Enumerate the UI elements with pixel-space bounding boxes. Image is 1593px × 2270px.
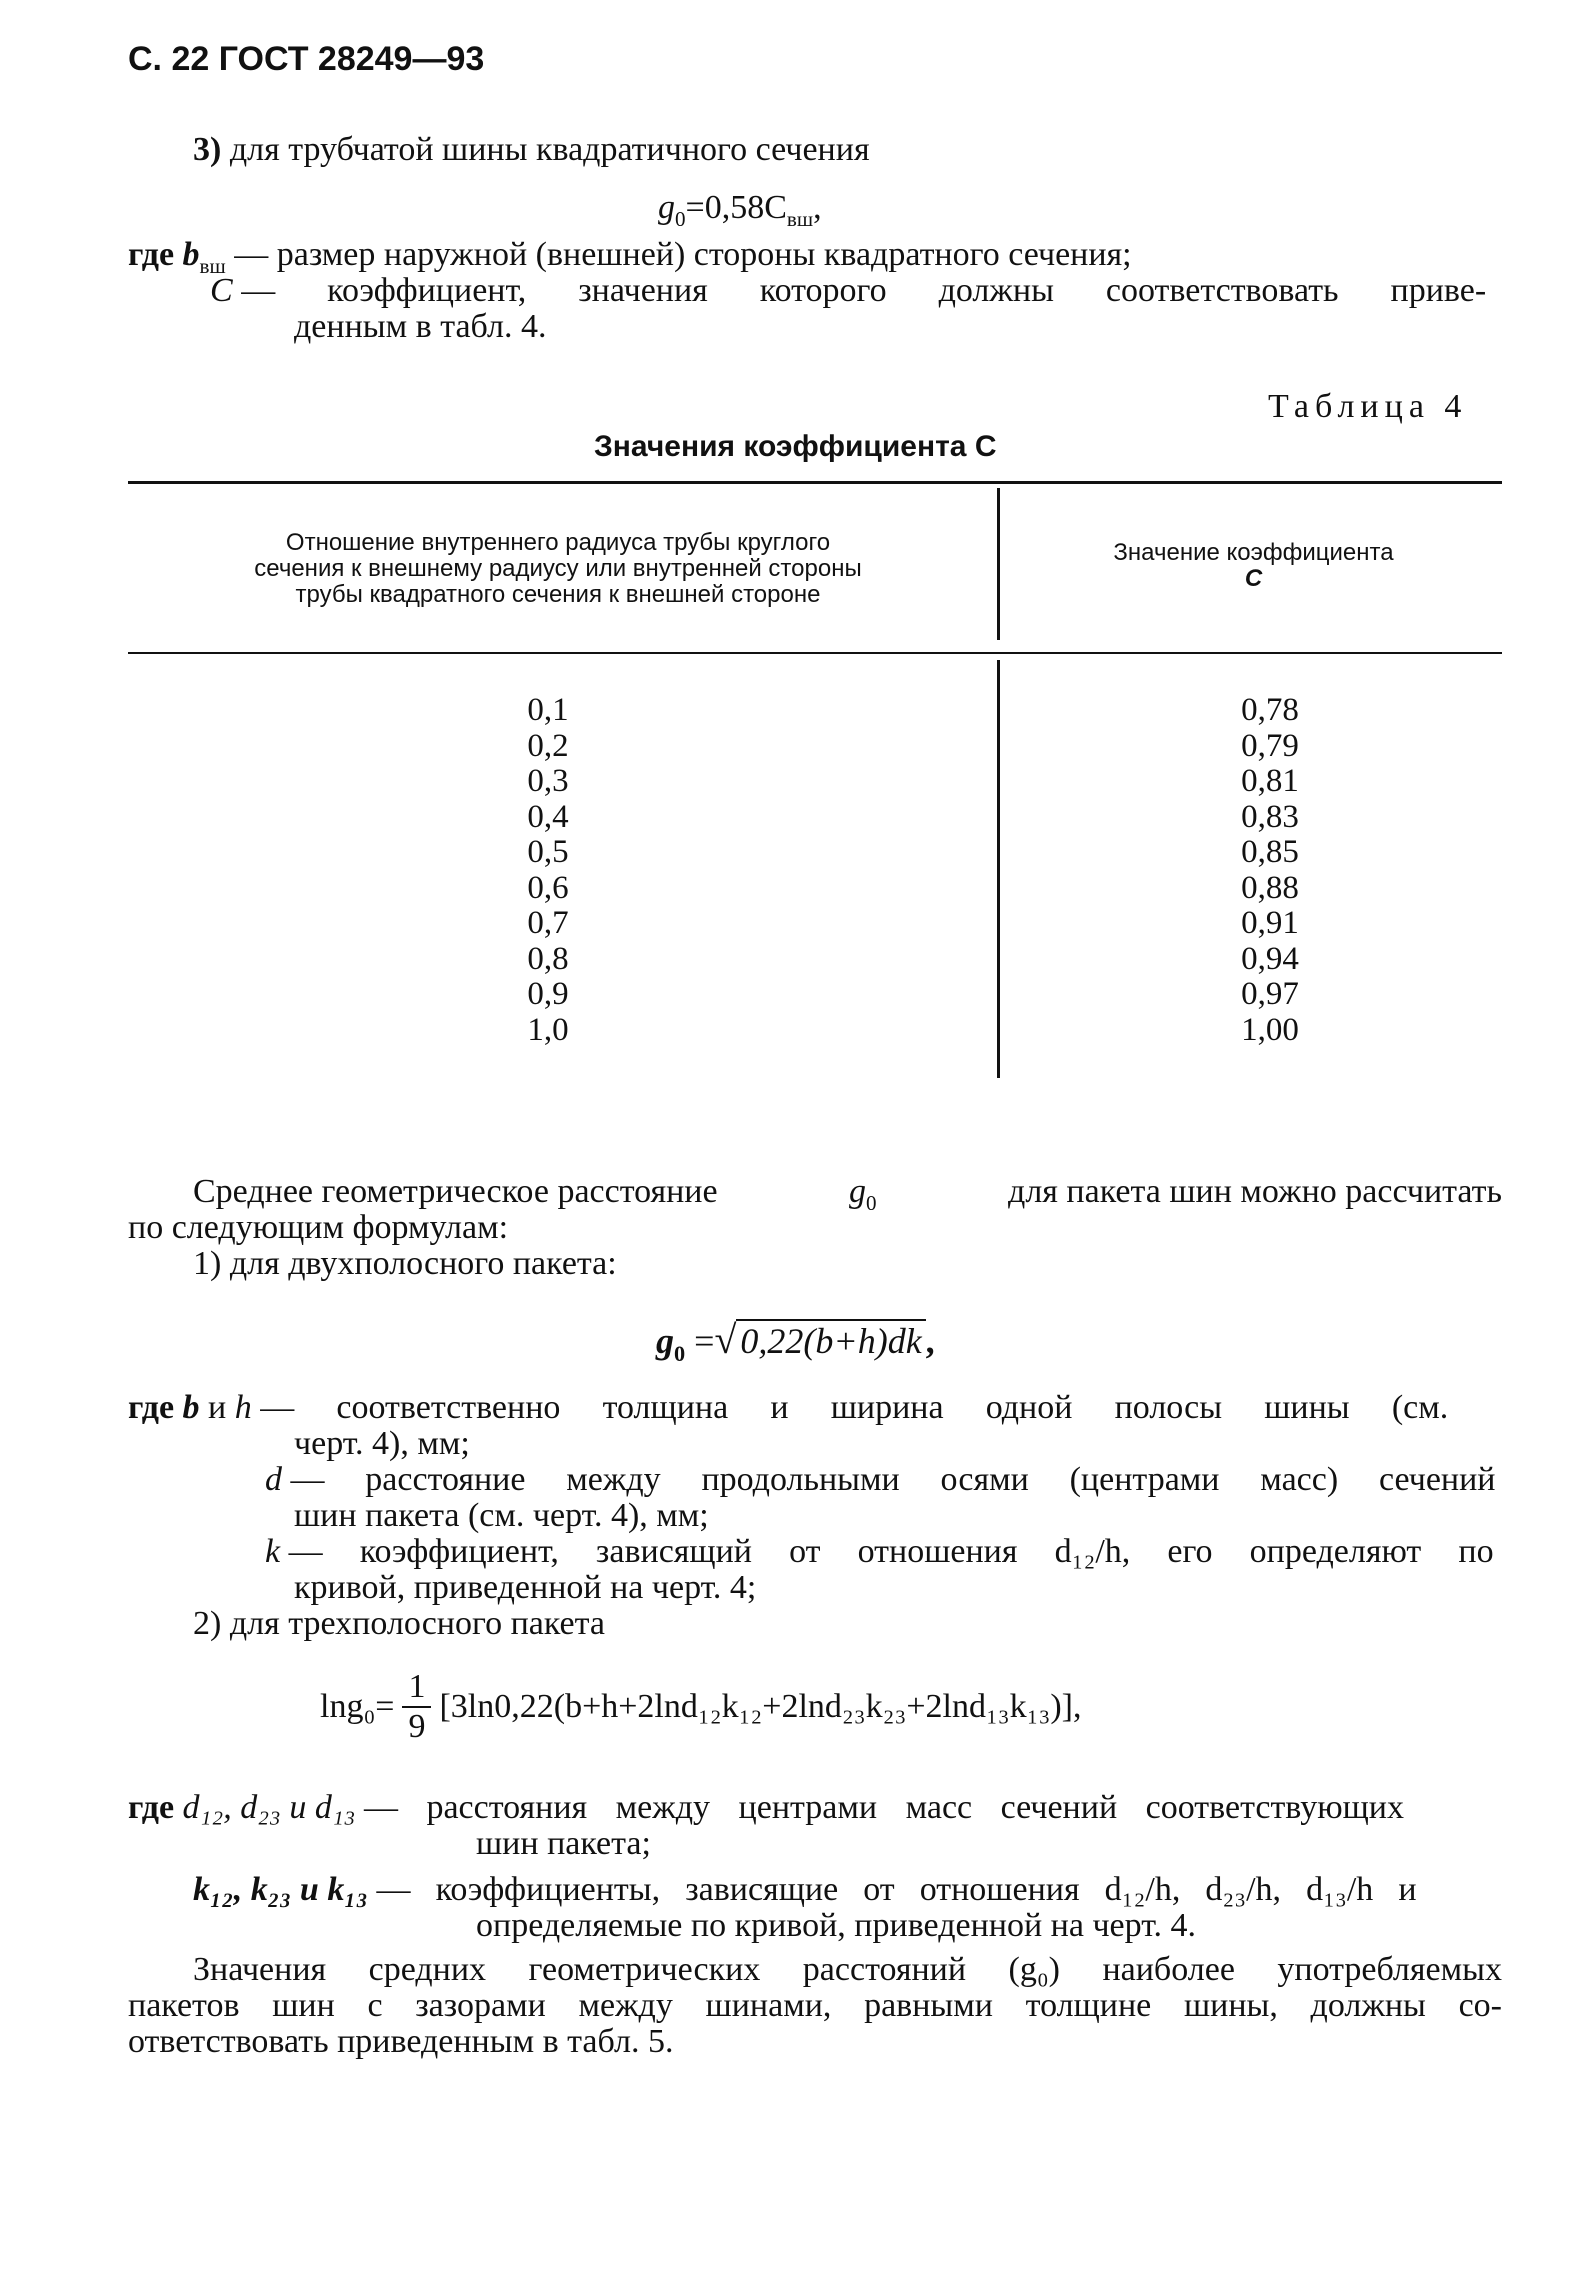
formula-2-eq: = <box>694 1321 715 1361</box>
formula-2-radicand: 0,22(b+h)dk <box>736 1319 925 1361</box>
formula-3-numerator: 1 <box>402 1668 431 1708</box>
col2-header-line1: Значение коэффициента <box>1113 539 1394 566</box>
formula-1-end: , <box>813 189 822 226</box>
def3-symbols-k: k₁₂, k₂₃ и k₁₃ <box>193 1871 369 1908</box>
table-cell-col2_values: 0,78 <box>1241 692 1299 728</box>
where-label-3: где <box>128 1789 175 1826</box>
formula-2 <box>656 1317 935 1374</box>
def1-symbol-c: C <box>210 272 233 309</box>
table-cell-col2_values: 0,91 <box>1241 905 1299 941</box>
table-cell-col2_values: 0,94 <box>1241 940 1299 977</box>
table-col2-values <box>1210 693 1330 1048</box>
formula-2-lhs-sub: 0 <box>674 1341 686 1367</box>
def1-symbol-b-sub: вш <box>199 253 226 278</box>
def1-desc-c-line2: денным в табл. 4. <box>294 308 547 345</box>
table-cell-col1_values: 0,1 <box>527 692 569 728</box>
table-top-rule <box>128 481 1502 484</box>
formula-1-rhs: =0,58C <box>685 189 787 226</box>
def2-symbol-d: d <box>265 1461 282 1498</box>
table-cell-col1_values: 0,6 <box>527 869 569 906</box>
table-cell-col1_values: 0,8 <box>527 940 569 977</box>
table-col1-header <box>128 530 988 608</box>
table-cell-col2_values: 0,81 <box>1241 763 1299 799</box>
para1-symbol-g: g <box>849 1173 867 1210</box>
def2-desc-k-line2: кривой, приведенной на черт. 4; <box>294 1569 757 1606</box>
table-title: Значения коэффициента С <box>594 430 997 463</box>
table-cell-col2_values: 0,88 <box>1241 869 1299 906</box>
table-cell-col1_values: 0,2 <box>527 727 569 764</box>
where-label-2: где <box>128 1389 175 1426</box>
table-cell-col1_values: 0,7 <box>527 905 569 941</box>
def3-desc-k-line1: — коэффициенты, зависящие от отношения d₁₂/h, d₂₃/h, d₁₃/h и <box>376 1871 1417 1908</box>
para2-line1: Значения средних геометрических расстояний (g₀) наиболее употребляемых <box>193 1951 1502 1988</box>
table-cell-col1_values: 0,5 <box>527 834 569 870</box>
table-cell-col1_values: 0,3 <box>527 763 569 799</box>
formula-2-end: , <box>925 1321 935 1361</box>
col2-header-line2: C <box>1244 565 1263 592</box>
def2-line1 <box>128 1388 1502 1428</box>
formula-3-denominator: 9 <box>408 1708 426 1745</box>
table-cell-col1_values: 0,9 <box>527 976 569 1012</box>
col1-header-line1: Отношение внутреннего радиуса трубы круглого <box>285 529 831 556</box>
def1-line2 <box>210 271 1502 311</box>
table-cell-col2_values: 0,97 <box>1241 976 1299 1012</box>
def2-line3 <box>265 1460 1496 1500</box>
def2-symbol-b: b <box>182 1389 200 1426</box>
def2-symbol-h: h <box>234 1389 252 1426</box>
table-header-rule <box>128 652 1502 654</box>
col1-header-line2: сечения к внешнему радиусу или внутренней стороны <box>254 555 862 582</box>
item-3-number: 3) <box>193 131 222 168</box>
table-cell-col2_values: 0,79 <box>1241 727 1299 764</box>
table-cell-col2_values: 0,85 <box>1241 834 1299 870</box>
item-2: 2) для трехполосного пакета <box>193 1605 606 1642</box>
def3-line1 <box>128 1788 1404 1828</box>
para2-line2: пакетов шин с зазорами между шинами, равными толщине шины, должны со- <box>128 1987 1502 2024</box>
table-cell-col1_values: 0,4 <box>527 798 569 835</box>
def1-desc-b: — размер наружной (внешней) стороны квадратного сечения; <box>234 236 1132 273</box>
formula-1 <box>658 188 822 239</box>
formula-1-lhs-sub: 0 <box>675 206 686 231</box>
def2-desc-k-line1: — коэффициент, зависящий от отношения d₁₂/h, его определяют по <box>288 1533 1494 1570</box>
col1-header-line3: трубы квадратного сечения к внешней стороне <box>295 581 821 608</box>
def3-symbols-d: d₁₂, d₂₃ и d₁₃ <box>182 1789 356 1826</box>
table-cell-col2_values: 1,00 <box>1241 1011 1299 1048</box>
table-col2-header <box>1005 540 1502 592</box>
def2-symbol-k: k <box>265 1533 281 1570</box>
formula-1-rhs-sub: вш <box>786 206 814 231</box>
item-3 <box>193 130 870 170</box>
def1-desc-c-line1: — коэффициент, значения которого должны соответствовать приве- <box>241 272 1487 309</box>
table-cell-col1_values: 1,0 <box>527 1011 569 1048</box>
def2-desc-d-line1: — расстояние между продольными осями (центрами масс) сечений <box>290 1461 1496 1498</box>
def2-desc-bh-line2: черт. 4), мм; <box>294 1425 470 1462</box>
sqrt-icon: √ <box>714 1317 737 1362</box>
def2-and: и <box>208 1389 227 1426</box>
page-header: С. 22 ГОСТ 28249—93 <box>128 40 485 78</box>
def2-desc-bh-line1: — соответственно толщина и ширина одной полосы шины (см. <box>260 1389 1449 1426</box>
table-label: Таблица 4 <box>1268 388 1468 425</box>
para1-line2: по следующим формулам: <box>128 1209 509 1246</box>
def2-line5 <box>265 1532 1494 1572</box>
para1-item1: 1) для двухполосного пакета: <box>193 1245 617 1282</box>
def2-desc-d-line2: шин пакета (см. черт. 4), мм; <box>294 1497 709 1534</box>
def3-desc-k-line2: определяемые по кривой, приведенной на черт. 4. <box>476 1907 1196 1944</box>
formula-3-fraction <box>402 1668 431 1746</box>
formula-1-lhs: g <box>658 189 675 226</box>
def3-line3 <box>193 1870 1417 1910</box>
def3-desc-d-line1: — расстояния между центрами масс сечений соответствующих <box>363 1789 1404 1826</box>
formula-3-rhs: [3ln0,22(b+h+2lnd₁₂k₁₂+2lnd₂₃k₂₃+2lnd₁₃k₁₃)], <box>439 1688 1082 1725</box>
para1-symbol-g-sub: 0 <box>866 1190 877 1215</box>
para1-line1-a: Среднее геометрическое расстояние <box>193 1173 718 1210</box>
para1-line1-b: для пакета шин можно рассчитать <box>1008 1173 1502 1210</box>
def1-symbol-b: b <box>182 236 200 273</box>
item-3-text: для трубчатой шины квадратичного сечения <box>229 131 870 168</box>
table-col1-values <box>488 693 608 1048</box>
def3-desc-d-line2: шин пакета; <box>476 1825 651 1862</box>
formula-3-lhs: lng₀= <box>320 1688 395 1725</box>
formula-3 <box>320 1668 1082 1746</box>
para2-line3: ответствовать приведенным в табл. 5. <box>128 2023 674 2060</box>
table-header-divider <box>997 488 1000 640</box>
formula-2-lhs: g <box>656 1321 674 1361</box>
table-cell-col2_values: 0,83 <box>1241 798 1299 835</box>
where-label: где <box>128 236 175 273</box>
table-body-divider <box>997 660 1000 1078</box>
